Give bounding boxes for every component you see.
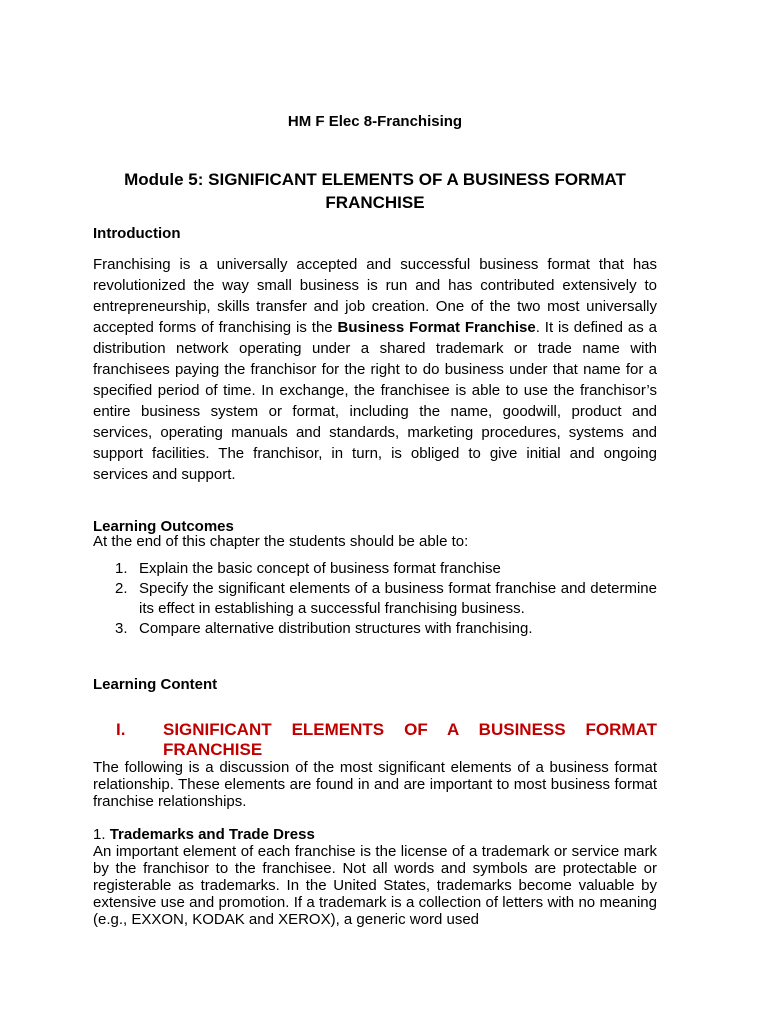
- document-header: HM F Elec 8-Franchising: [287, 113, 463, 130]
- list-item: [93, 579, 657, 619]
- subsection-title: Trademarks and Trade Dress: [109, 826, 315, 843]
- introduction-paragraph: [93, 254, 657, 485]
- introduction-text-end: . It is defined as a distribution network operating under a shared trademark or trade name with franchisees paying the franchisor for the right to do business under that name for a specified period of time. In exchange, the franchisee is able to use the franchisor’s entire business system or format, including the name, goodwill, product and services, operating manuals and standards, marketing procedures, systems and support facilities. The franchisor, in turn, is obliged to give initial and ongoing services and support.: [93, 319, 657, 483]
- list-item-number: 2.: [115, 580, 128, 597]
- module-title: Module 5: SIGNIFICANT ELEMENTS OF A BUSINESS FORMAT FRANCHISE: [124, 170, 626, 212]
- list-item-text: Specify the significant elements of a business format franchise and determine its effect in establishing a successful franchising business.: [139, 580, 657, 617]
- list-item-number: 1.: [115, 560, 128, 577]
- section-number: I.: [116, 720, 126, 739]
- section-title: SIGNIFICANT ELEMENTS OF A BUSINESS FORMAT FRANCHISE: [163, 720, 657, 759]
- list-item: [93, 619, 657, 639]
- business-format-franchise-term: Business Format Franchise: [337, 319, 536, 336]
- list-item: [93, 559, 657, 579]
- list-item-number: 3.: [115, 620, 128, 637]
- subsection-heading: [93, 826, 315, 843]
- learning-outcomes-lead: At the end of this chapter the students should be able to:: [93, 533, 469, 550]
- subsection-number: 1.: [93, 826, 110, 843]
- list-item-text: Compare alternative distribution structures with franchising.: [139, 620, 533, 637]
- learning-content-heading: Learning Content: [93, 676, 218, 693]
- trademarks-paragraph: An important element of each franchise is the license of a trademark or service mark by the franchisor to the franchisee. Not all words and symbols are protectable or registerable as trademarks. In the United States, trademarks become valuable by extensive use and promotion. If a trademark is a collection of letters with no meaning (e.g., EXXON, KODAK and XEROX), a generic word used: [93, 843, 657, 928]
- introduction-heading: Introduction: [93, 225, 181, 242]
- learning-outcomes-heading: Learning Outcomes: [93, 518, 234, 535]
- section-intro-paragraph: The following is a discussion of the most significant elements of a business format relationship. These elements are found in and are important to most business format franchise relationships.: [93, 759, 657, 810]
- introduction-text-start: Franchising is a universally accepted and successful business format that has revolutionized the way small business is run and has contributed extensively to entrepreneurship, skills transfer and job creation. One of the two most universally accepted forms of franchising is the: [93, 256, 657, 336]
- list-item-text: Explain the basic concept of business format franchise: [139, 560, 501, 577]
- learning-outcomes-list: [93, 559, 657, 639]
